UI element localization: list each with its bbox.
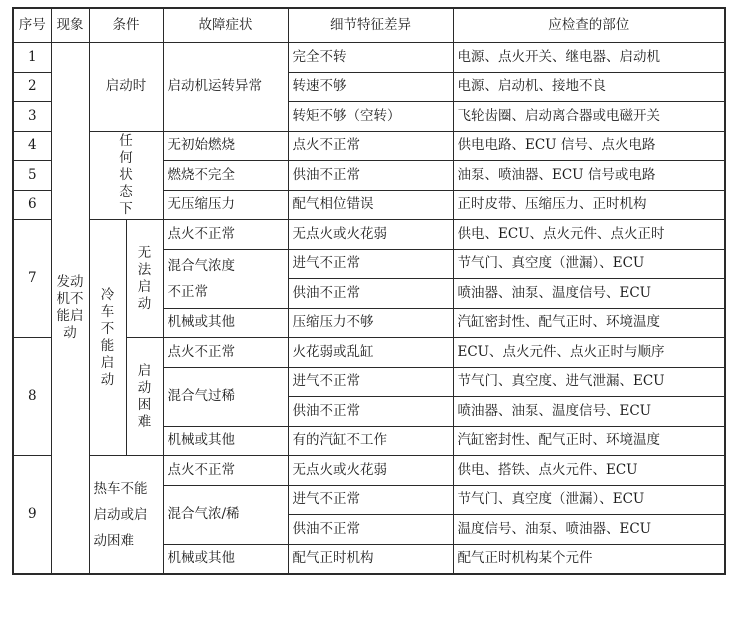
symptom-cell: 混合气过稀 — [163, 367, 288, 426]
fault-diagnosis-table — [12, 7, 726, 575]
row-number: 4 — [13, 131, 51, 161]
symptom-cell — [163, 249, 288, 308]
check-cell: 喷油器、油泵、温度信号、ECU — [453, 279, 725, 309]
condition-cell — [89, 131, 163, 220]
header-symptom: 故障症状 — [163, 8, 288, 43]
symptom-cell: 点火不正常 — [163, 456, 288, 486]
check-cell: 温度信号、油泵、喷油器、ECU — [453, 515, 725, 545]
detail-cell: 转矩不够（空转） — [288, 102, 453, 132]
symptom-cell: 机械或其他 — [163, 426, 288, 456]
condition-cell — [89, 456, 163, 575]
subcondition-no-start-text: 无法启动 — [137, 244, 152, 312]
table-row — [13, 131, 725, 161]
check-cell: 配气正时机构某个元件 — [453, 544, 725, 574]
symptom-cell: 无压缩压力 — [163, 190, 288, 220]
detail-cell: 有的汽缸不工作 — [288, 426, 453, 456]
symptom-cell: 燃烧不完全 — [163, 161, 288, 191]
row-number: 6 — [13, 190, 51, 220]
row-number: 9 — [13, 456, 51, 575]
symptom-cell: 机械或其他 — [163, 308, 288, 338]
check-cell: 节气门、真空度（泄漏）、ECU — [453, 485, 725, 515]
condition-any-text: 任何状态下 — [119, 132, 133, 217]
symptom-cell: 启动机运转异常 — [163, 43, 288, 132]
symptom-cell: 机械或其他 — [163, 544, 288, 574]
symptom-cell: 点火不正常 — [163, 220, 288, 250]
table-row — [13, 43, 725, 73]
detail-cell: 供油不正常 — [288, 397, 453, 427]
detail-cell: 火花弱或乱缸 — [288, 338, 453, 368]
phenomenon-cell — [51, 43, 89, 575]
detail-cell: 进气不正常 — [288, 485, 453, 515]
condition-cell — [89, 220, 126, 456]
check-cell: 节气门、真空度、进气泄漏、ECU — [453, 367, 725, 397]
detail-cell: 进气不正常 — [288, 249, 453, 279]
symptom-cell: 无初始燃烧 — [163, 131, 288, 161]
phenomenon-text: 发动机不能启动 — [56, 274, 84, 341]
check-cell: ECU、点火元件、点火正时与顺序 — [453, 338, 725, 368]
check-cell: 电源、启动机、接地不良 — [453, 72, 725, 102]
header-condition: 条件 — [89, 8, 163, 43]
header-check: 应检查的部位 — [453, 8, 725, 43]
detail-cell: 配气相位错误 — [288, 190, 453, 220]
condition-hot-text: 热车不能启动或启动困难 — [93, 480, 148, 549]
check-cell: 电源、点火开关、继电器、启动机 — [453, 43, 725, 73]
detail-cell: 供油不正常 — [288, 161, 453, 191]
detail-cell: 供油不正常 — [288, 515, 453, 545]
detail-cell: 配气正时机构 — [288, 544, 453, 574]
subcondition-cell — [126, 338, 163, 456]
detail-cell: 压缩压力不够 — [288, 308, 453, 338]
header-row — [13, 8, 725, 43]
check-cell: 汽缸密封性、配气正时、环境温度 — [453, 426, 725, 456]
detail-cell: 点火不正常 — [288, 131, 453, 161]
detail-cell: 无点火或火花弱 — [288, 456, 453, 486]
subcondition-cell — [126, 220, 163, 338]
symptom-text: 混合气浓度不正常 — [167, 257, 235, 300]
header-phenomenon: 现象 — [51, 8, 89, 43]
check-cell: 飞轮齿圈、启动离合器或电磁开关 — [453, 102, 725, 132]
detail-cell: 无点火或火花弱 — [288, 220, 453, 250]
table-row — [13, 220, 725, 250]
header-no: 序号 — [13, 8, 51, 43]
detail-cell: 转速不够 — [288, 72, 453, 102]
detail-cell: 供油不正常 — [288, 279, 453, 309]
row-number: 8 — [13, 338, 51, 456]
row-number: 1 — [13, 43, 51, 73]
detail-cell: 完全不转 — [288, 43, 453, 73]
check-cell: 正时皮带、压缩压力、正时机构 — [453, 190, 725, 220]
row-number: 7 — [13, 220, 51, 338]
check-cell: 汽缸密封性、配气正时、环境温度 — [453, 308, 725, 338]
check-cell: 喷油器、油泵、温度信号、ECU — [453, 397, 725, 427]
check-cell: 油泵、喷油器、ECU 信号或电路 — [453, 161, 725, 191]
condition-cell: 启动时 — [89, 43, 163, 132]
subcondition-hard-start-text: 启动困难 — [137, 362, 152, 430]
check-cell: 供电电路、ECU 信号、点火电路 — [453, 131, 725, 161]
check-cell: 节气门、真空度（泄漏）、ECU — [453, 249, 725, 279]
header-detail: 细节特征差异 — [288, 8, 453, 43]
row-number: 2 — [13, 72, 51, 102]
condition-cold-text: 冷车不能启动 — [100, 286, 115, 388]
table-row — [13, 456, 725, 486]
row-number: 3 — [13, 102, 51, 132]
symptom-cell: 点火不正常 — [163, 338, 288, 368]
check-cell: 供电、搭铁、点火元件、ECU — [453, 456, 725, 486]
row-number: 5 — [13, 161, 51, 191]
check-cell: 供电、ECU、点火元件、点火正时 — [453, 220, 725, 250]
detail-cell: 进气不正常 — [288, 367, 453, 397]
symptom-cell: 混合气浓/稀 — [163, 485, 288, 544]
